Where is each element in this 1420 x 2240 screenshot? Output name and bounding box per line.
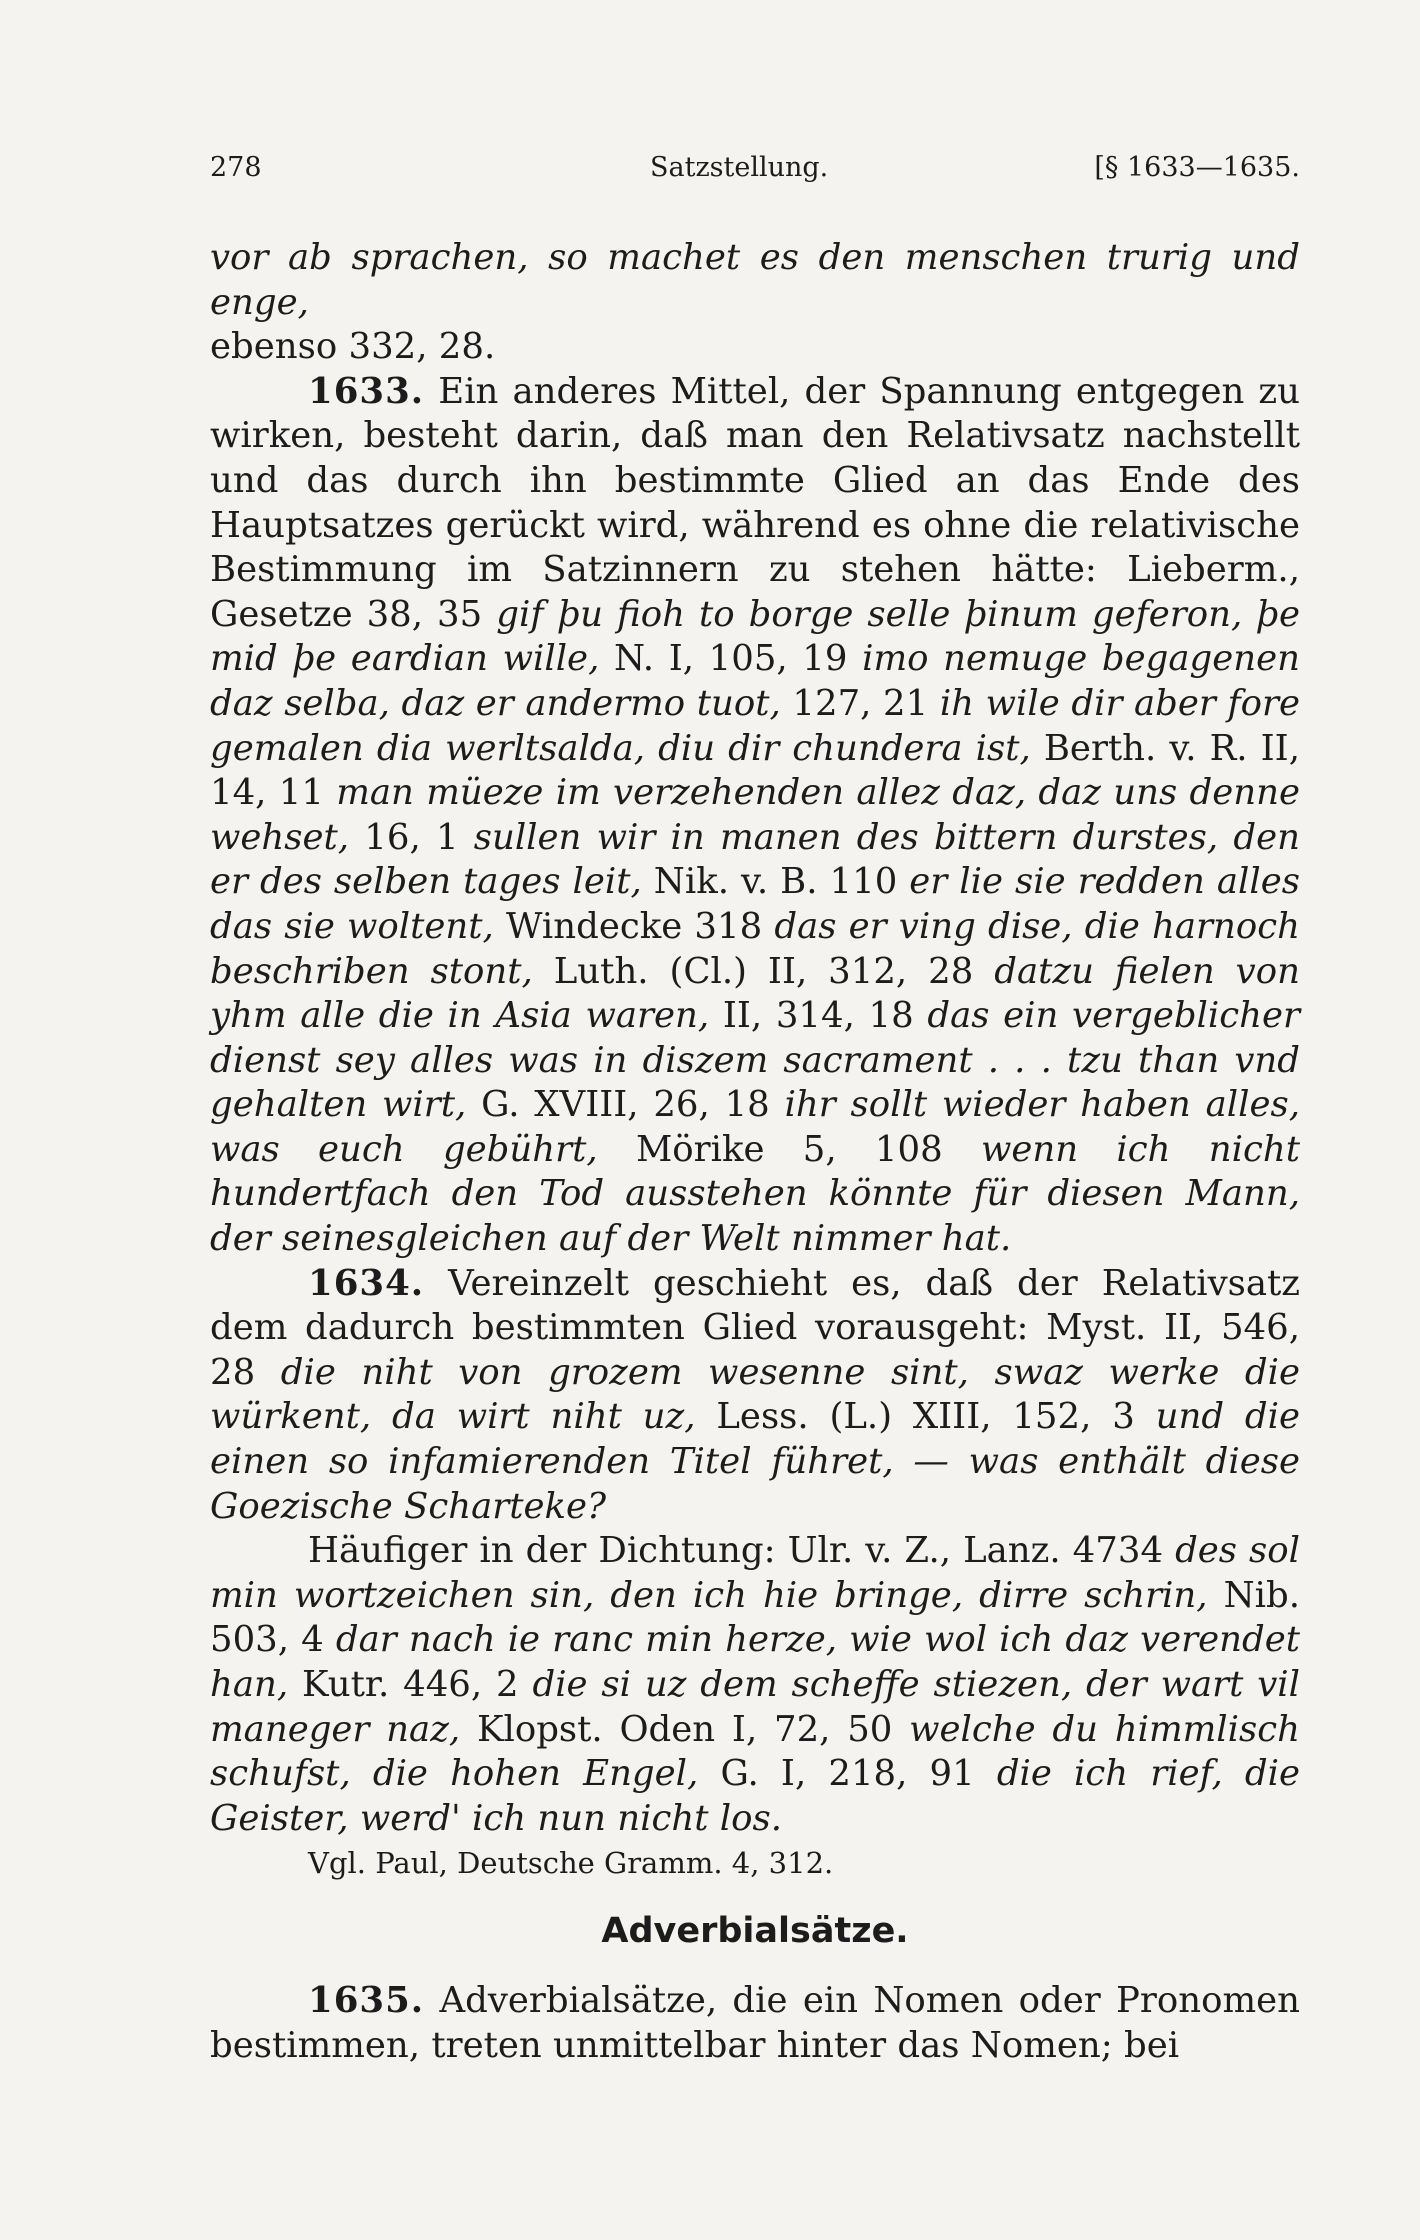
continuation-paragraph: [210, 236, 1300, 370]
citation: II, 314, 18: [722, 995, 914, 1037]
citation: Mörike 5, 108: [635, 1128, 943, 1170]
quote: des sol min wortzeichen sin, den ich hie bringe, dirre schrin,: [210, 1530, 1300, 1616]
citation: Luth. (Cl.) II, 312, 28: [553, 950, 974, 992]
quote: das ein vergeblicher dienst sey alles was in diszem sacrament . . . tzu than vnd gehalten wirt,: [210, 995, 1300, 1126]
quote: welche du himmlisch schufst, die hohen Engel,: [210, 1708, 1300, 1795]
citation: G. I, 218, 91: [720, 1753, 975, 1795]
paragraph-text: Häufiger in der Dichtung: Ulr. v. Z., Lanz. 4734: [308, 1530, 1164, 1572]
quote: man müeze im verzehenden allez daz, daz uns denne wehset,: [210, 772, 1300, 858]
section-heading: Adverbialsätze.: [601, 1911, 909, 1952]
running-header: [210, 152, 1300, 192]
citation: Windecke 318: [506, 905, 763, 947]
citation: Less. (L.) XIII, 152, 3: [716, 1396, 1135, 1438]
quote: imo nemuge begagenen daz selba, daz er andermo tuot,: [210, 638, 1300, 724]
citation: Berth. v. R. II, 14, 11: [210, 727, 1300, 814]
citation: Kutr. 446, 2: [302, 1664, 519, 1705]
running-title: Satzstellung.: [650, 152, 829, 183]
section-range: [§ 1633—1635.: [1094, 152, 1300, 183]
quote: wenn ich nicht hundertfach den Tod ausstehen könnte für diesen Mann, der seinesgleichen auf der Welt nimmer hat.: [210, 1128, 1300, 1260]
section-number: 1634.: [308, 1262, 425, 1304]
section-number: 1635.: [308, 1980, 425, 2022]
quote: er lie sie redden alles das sie woltent,: [210, 861, 1300, 947]
citation: Klopst. Oden I, 72, 50: [476, 1708, 893, 1750]
citation: G. XVIII, 26, 18: [481, 1084, 770, 1126]
section-1633: [210, 370, 1300, 1262]
quote: das er ving dise, die harnoch beschriben stont,: [210, 905, 1300, 992]
quote: dar nach ie ranc min herze, wie wol ich daz verendet han,: [210, 1619, 1300, 1705]
quote: gif þu fioh to borge selle þinum geferon, þe mid þe eardian wille,: [210, 593, 1300, 680]
quote: datzu fielen von yhm alle die in Asia waren,: [210, 950, 1300, 1037]
citation: Nib. 503, 4: [210, 1574, 1300, 1661]
citation: Nik. v. B. 110: [653, 861, 898, 903]
paragraph-text: Ein anderes Mittel, der Spannung entgegen zu wirken, besteht darin, daß man den Relativsatz nachstellt und das durch ihn bestimmte Glied an das Ende des Hauptsatzes gerückt wird, während es ohne die relativische Bestimmung im Satzinnern zu stehen hätte: Lieberm., Gesetze 38, 35: [210, 370, 1300, 635]
reference-note: Vgl. Paul, Deutsche Gramm. 4, 312.: [308, 1846, 834, 1881]
quote: vor ab sprachen, so machet es den menschen trurig und enge,: [210, 237, 1300, 323]
body-text: [210, 236, 1300, 2069]
quote: sullen wir in manen des bittern durstes, den er des selben tages leit,: [210, 816, 1300, 903]
quote: ih wile dir aber fore gemalen dia werltsalda, diu dir chundera ist,: [210, 682, 1300, 769]
quote: die ich rief, die Geister, werd' ich nun nicht los.: [210, 1753, 1300, 1839]
citation: 16, 1: [364, 816, 459, 858]
paragraph-haeufiger: [210, 1529, 1300, 1841]
paragraph-text: Adverbialsätze, die ein Nomen oder Pronomen bestimmen, treten unmittelbar hinter das Nomen; bei: [210, 1980, 1300, 2066]
quote: die si uz dem scheffe stiezen, der wart vil maneger naz,: [210, 1664, 1300, 1750]
quote: und die einen so infamierenden Titel führet, — was enthält diese Goezische Scharteke?: [210, 1396, 1300, 1527]
citation: 127, 21: [792, 682, 929, 724]
paragraph-text: Vereinzelt geschieht es, daß der Relativsatz dem dadurch bestimmten Glied vorausgeht: Myst. II, 546, 28: [210, 1262, 1300, 1393]
section-number: 1633.: [308, 370, 425, 412]
section-1635: [210, 1979, 1300, 2068]
citation: ebenso 332, 28.: [210, 326, 496, 368]
section-1634: [210, 1262, 1300, 1530]
citation: N. I, 105, 19: [614, 638, 848, 680]
quote: die niht von grozem wesenne sint, swaz werke die würkent, da wirt niht uz,: [210, 1351, 1300, 1438]
page-number: 278: [210, 152, 262, 183]
quote: ihr sollt wieder haben alles, was euch gebührt,: [210, 1084, 1300, 1170]
